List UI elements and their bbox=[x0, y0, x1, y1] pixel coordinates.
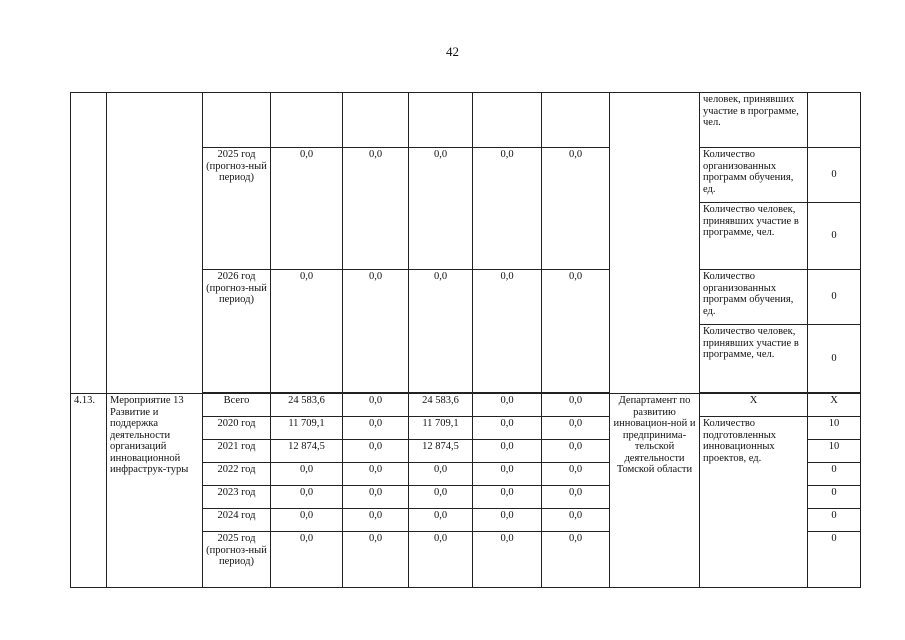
cont-name-cell bbox=[107, 93, 203, 394]
year-label: 2025 год (прогноз-ный период) bbox=[203, 532, 271, 588]
year-label: 2023 год bbox=[203, 486, 271, 509]
indicator-name: Количество организованных программ обучения, ед. bbox=[700, 148, 808, 203]
indicator-value: X bbox=[808, 394, 861, 417]
indicator-name: Количество организованных программ обучения, ед. bbox=[700, 270, 808, 325]
indicator-value: 0 bbox=[808, 203, 861, 270]
cont-executor-cell bbox=[610, 93, 700, 394]
table-row: 2023 год 0,0 0,0 0,0 0,0 0,0 0 bbox=[71, 486, 861, 509]
year-label: 2021 год bbox=[203, 440, 271, 463]
table-row: 2024 год 0,0 0,0 0,0 0,0 0,0 0 bbox=[71, 509, 861, 532]
indicator-value: 0 bbox=[808, 148, 861, 203]
measure-name: Мероприятие 13 Развитие и поддержка деятельности организаций инновационной инфраструк-туры bbox=[107, 394, 203, 588]
indicator-value: 0 bbox=[808, 532, 861, 588]
indicator-value: 0 bbox=[808, 270, 861, 325]
indicator-name: Количество человек, принявших участие в программе, чел. bbox=[700, 203, 808, 270]
indicator-name: человек, принявших участие в программе, чел. bbox=[700, 93, 808, 148]
indicator-value: 10 bbox=[808, 417, 861, 440]
indicator-name: Количество человек, принявших участие в программе, чел. bbox=[700, 325, 808, 393]
year-label: 2026 год (прогноз-ный период) bbox=[203, 270, 271, 393]
indicator-name: Количество подготовленных инновационных проектов, ед. bbox=[700, 417, 808, 588]
indicator-name: X bbox=[700, 394, 808, 417]
table-row bbox=[71, 93, 861, 148]
table-row: 2022 год 0,0 0,0 0,0 0,0 0,0 0 bbox=[71, 463, 861, 486]
table-row: 4.13. Мероприятие 13 Развитие и поддержка деятельности организаций инновационной инфраструк-туры Всего 24 583,6 0,0 24 583,6 0,0 0,0 Департамент по развитию инновацион-ной и предпринима-тельской деятельности Томской области X X bbox=[71, 394, 861, 417]
year-label: 2024 год bbox=[203, 509, 271, 532]
table-row: 2021 год 12 874,5 0,0 12 874,5 0,0 0,0 10 bbox=[71, 440, 861, 463]
year-label: 2020 год bbox=[203, 417, 271, 440]
indicator-value: 0 bbox=[808, 509, 861, 532]
measure-number: 4.13. bbox=[71, 394, 107, 588]
page-number: 42 bbox=[446, 44, 459, 59]
indicator-value: 0 bbox=[808, 463, 861, 486]
table-row: 2026 год (прогноз-ный период) 0,0 0,0 0,0 0,0 0,0 Количество организованных программ обучения, ед. 0 bbox=[71, 270, 861, 325]
program-table bbox=[70, 92, 861, 588]
table-row: 2020 год 11 709,1 0,0 11 709,1 0,0 0,0 Количество подготовленных инновационных проектов, ед. 10 bbox=[71, 417, 861, 440]
cont-number-cell bbox=[71, 93, 107, 394]
cont-year-cell bbox=[203, 93, 271, 148]
indicator-value: 0 bbox=[808, 325, 861, 393]
table-row: 2025 год (прогноз-ный период) 0,0 0,0 0,0 0,0 0,0 0 bbox=[71, 532, 861, 588]
year-label: 2022 год bbox=[203, 463, 271, 486]
indicator-value: 10 bbox=[808, 440, 861, 463]
table-row: 2025 год (прогноз-ный период) 0,0 0,0 0,0 0,0 0,0 Количество организованных программ обучения, ед. 0 bbox=[71, 148, 861, 203]
year-label: 2025 год (прогноз-ный период) bbox=[203, 148, 271, 270]
year-label: Всего bbox=[203, 394, 271, 417]
measure-executor: Департамент по развитию инновацион-ной и предпринима-тельской деятельности Томской области bbox=[610, 394, 700, 588]
indicator-value: 0 bbox=[808, 486, 861, 509]
